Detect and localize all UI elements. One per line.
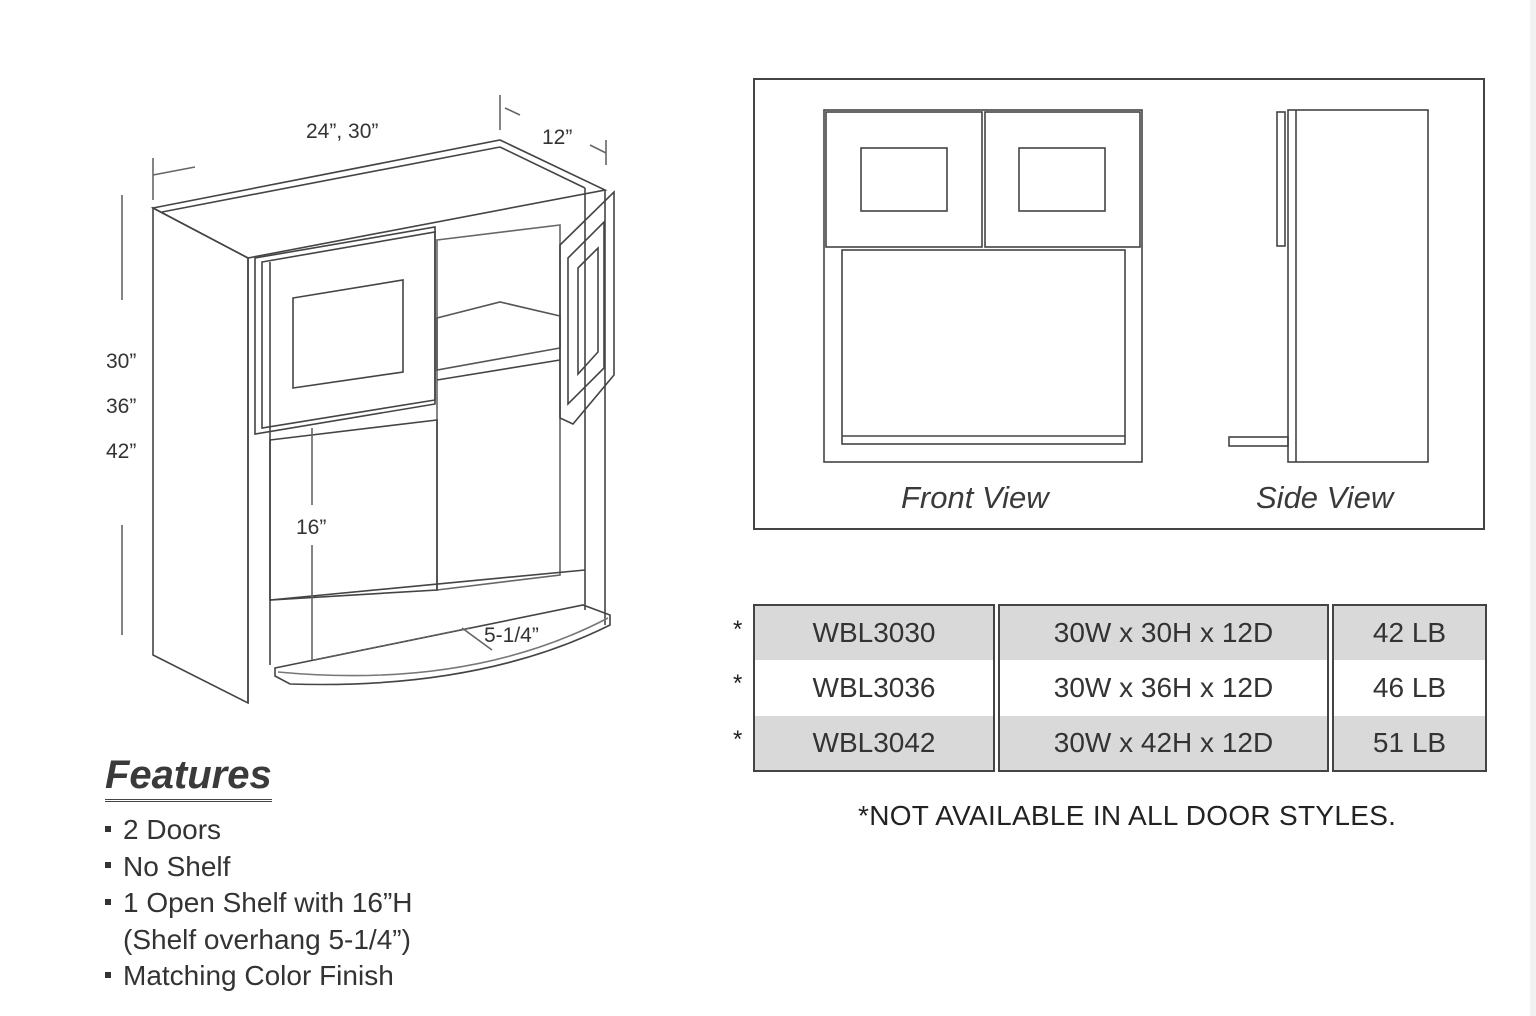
side-view-door bbox=[1277, 112, 1285, 246]
height-dimension-30: 30” bbox=[106, 350, 137, 373]
table-row bbox=[733, 716, 1487, 772]
page-edge bbox=[1530, 0, 1536, 1016]
overhang-dimension: 5-1/4” bbox=[484, 624, 539, 647]
availability-marker: * bbox=[733, 726, 743, 753]
bullet-icon bbox=[105, 899, 111, 905]
weight-cell: 51 LB bbox=[1332, 716, 1487, 772]
height-dimension-36: 36” bbox=[106, 395, 137, 418]
front-view-outline bbox=[824, 110, 1142, 462]
list-item: (Shelf overhang 5-1/4”) bbox=[123, 923, 411, 955]
weight-cell: 46 LB bbox=[1332, 660, 1487, 716]
availability-marker: * bbox=[733, 616, 743, 643]
front-view-opening bbox=[842, 250, 1125, 444]
bullet-icon bbox=[105, 972, 111, 978]
front-view-right-panel bbox=[1019, 148, 1105, 211]
list-item: 1 Open Shelf with 16”H bbox=[105, 885, 413, 922]
availability-note: *NOT AVAILABLE IN ALL DOOR STYLES. bbox=[858, 800, 1397, 831]
size-cell: 30W x 42H x 12D bbox=[998, 716, 1329, 772]
height-dimension-42: 42” bbox=[106, 440, 137, 463]
side-view-shelf-overhang bbox=[1229, 437, 1288, 446]
bullet-icon bbox=[105, 862, 111, 868]
table-row bbox=[733, 660, 1487, 716]
list-item: 2 Doors bbox=[105, 812, 413, 849]
features-list bbox=[105, 812, 413, 995]
width-dimension: 24”, 30” bbox=[306, 120, 379, 143]
front-view-left-panel bbox=[861, 148, 947, 211]
bullet-icon bbox=[105, 826, 111, 832]
availability-marker: * bbox=[733, 670, 743, 697]
model-cell: WBL3036 bbox=[753, 660, 995, 716]
weight-cell: 42 LB bbox=[1332, 604, 1487, 660]
size-cell: 30W x 30H x 12D bbox=[998, 604, 1329, 660]
list-item: Matching Color Finish bbox=[105, 958, 413, 995]
table-row bbox=[733, 604, 1487, 660]
depth-dimension: 12” bbox=[542, 126, 573, 149]
side-view-outline bbox=[1288, 110, 1428, 462]
features-title: Features bbox=[105, 752, 272, 802]
size-cell: 30W x 36H x 12D bbox=[998, 660, 1329, 716]
list-item: No Shelf bbox=[105, 849, 413, 886]
model-cell: WBL3030 bbox=[753, 604, 995, 660]
opening-height-dimension: 16” bbox=[296, 516, 327, 539]
model-cell: WBL3042 bbox=[753, 716, 995, 772]
front-view-label: Front View bbox=[901, 480, 1049, 515]
side-view-label: Side View bbox=[1256, 480, 1394, 515]
